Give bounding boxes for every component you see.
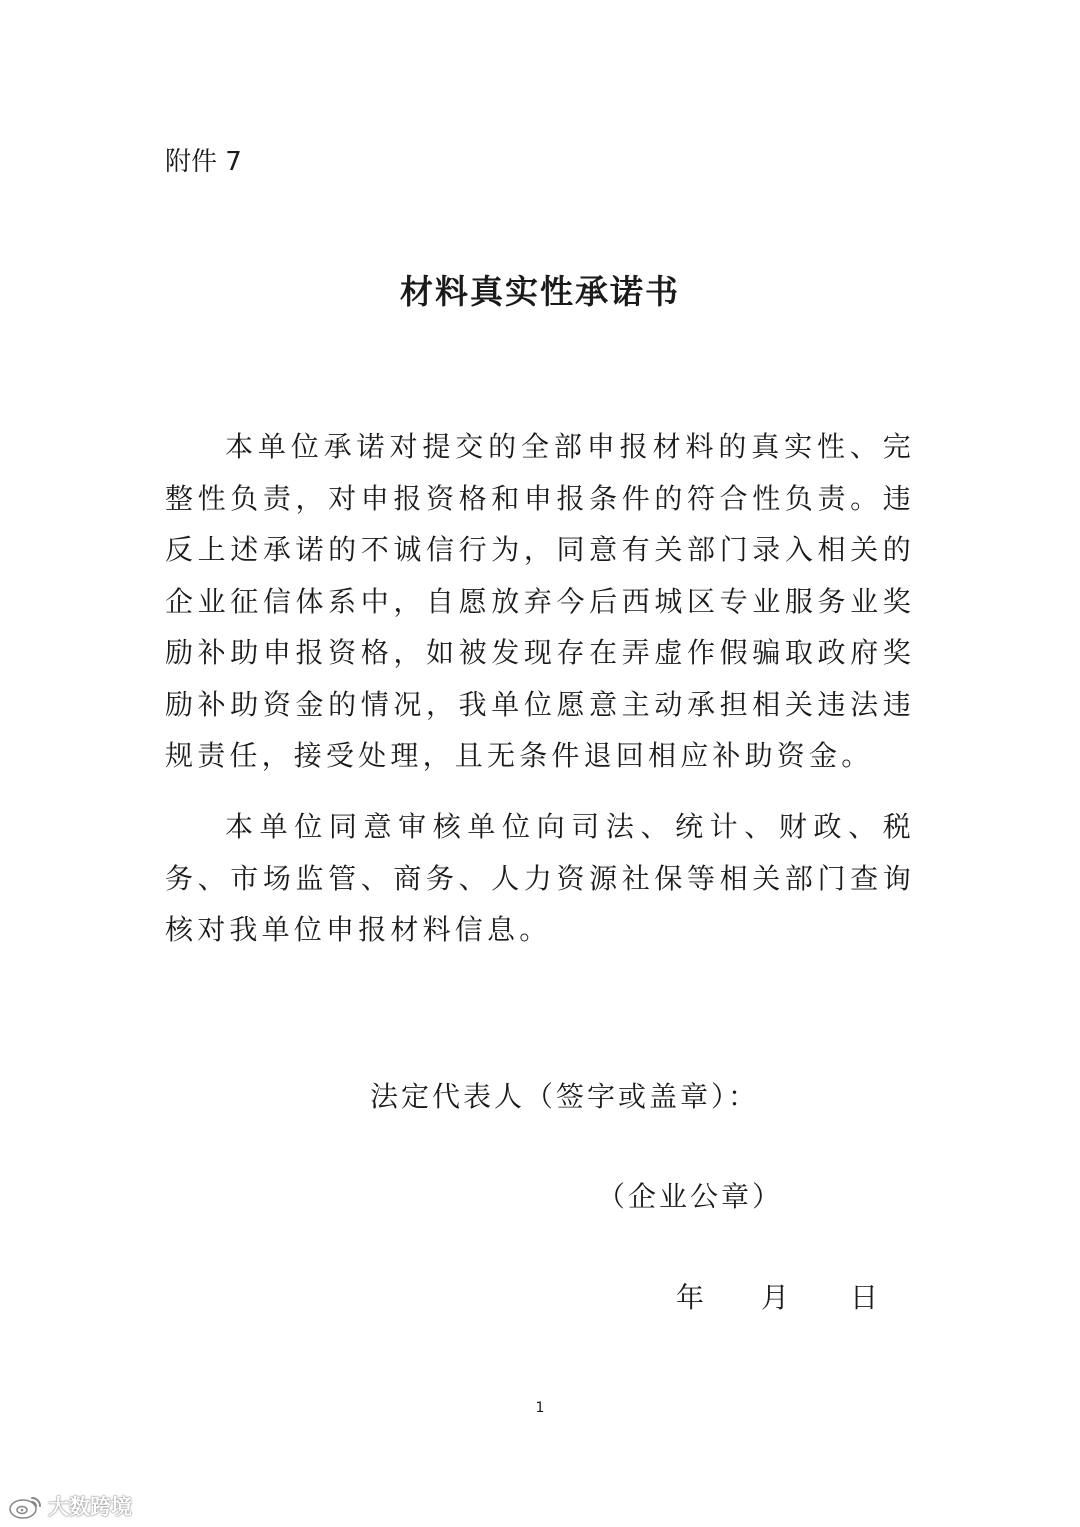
legal-representative-signature-line: 法定代表人（签字或盖章）： (370, 1080, 760, 1113)
attachment-label: 附件 7 (165, 147, 242, 177)
commitment-paragraph: 本单位承诺对提交的全部申报材料的真实性、完整性负责，对申报资格和申报条件的符合性负责。违反上述承诺的不诚信行为，同意有关部门录入相关的企业征信体系中，自愿放弃今后西城区专业服务业奖励补助申报资格，如被发现存在弄虚作假骗取政府奖励补助资金的情况，我单位愿意主动承担相关违法违规责任，接受处理，且无条件退回相应补助资金。 (165, 430, 915, 772)
watermark (8, 1491, 132, 1521)
weibo-logo-icon (8, 1492, 44, 1520)
date-day-label: 日 (850, 1281, 879, 1314)
document-title: 材料真实性承诺书 (400, 272, 680, 311)
date-year-label: 年 (676, 1281, 705, 1314)
company-seal-line: （企业公章） (597, 1180, 784, 1213)
date-month-label: 月 (761, 1281, 790, 1314)
watermark-text: 大数跨境 (48, 1495, 132, 1519)
page-number: 1 (535, 1400, 545, 1416)
consent-paragraph: 本单位同意审核单位向司法、统计、财政、税务、市场监管、商务、人力资源社保等相关部门查询核对我单位申报材料信息。 (165, 810, 915, 946)
